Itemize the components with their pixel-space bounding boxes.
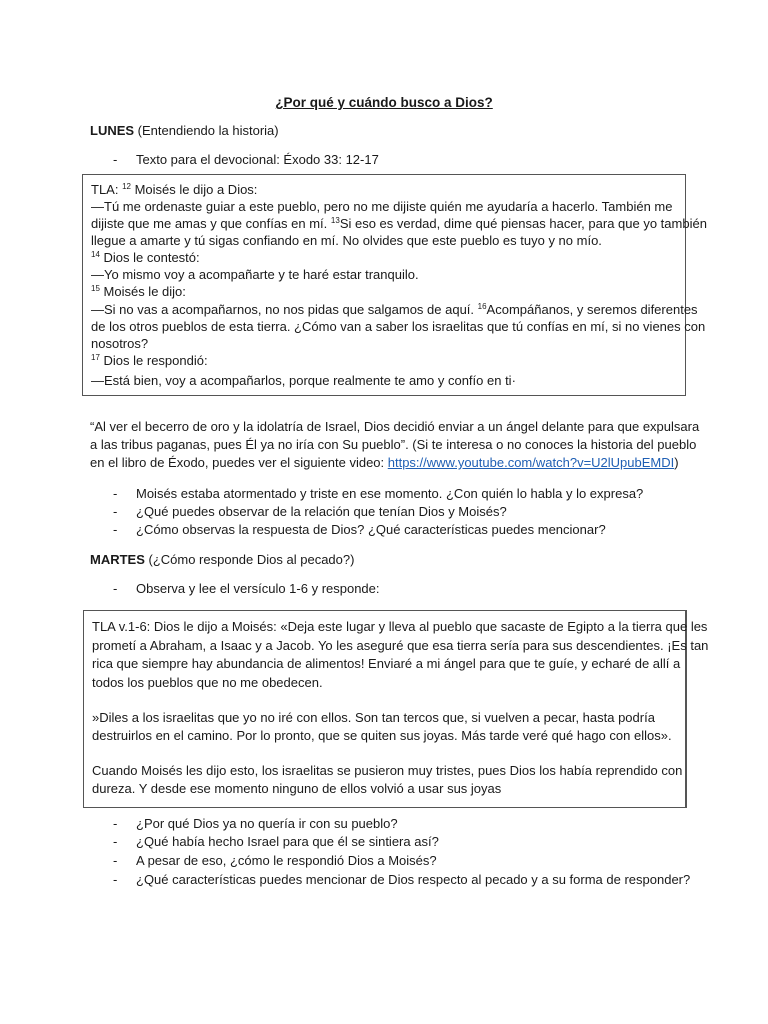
question-text: ¿Qué puedes observar de la relación que tenían Dios y Moisés? — [136, 504, 507, 519]
paragraph-line: “Al ver el becerro de oro y la idolatría de Israel, Dios decidió enviar a un ángel delante para que expulsara — [90, 419, 700, 434]
scripture-line: llegue a amarte y tú sigas confiando en mí. No olvides que este pueblo es tuyo y no mío. — [91, 233, 602, 248]
question-text: ¿Cómo observas la respuesta de Dios? ¿Qué características puedes mencionar? — [136, 522, 606, 537]
section-label-martes: MARTES — [90, 552, 145, 567]
scripture-line: rica que siempre hay abundancia de alimentos! Enviaré a mi ángel para que te guíe, y echaré de allí a — [92, 656, 681, 671]
paragraph-line: en el libro de Éxodo, puedes ver el siguiente video: https://www.youtube.com/watch?v=U2lUpubEMDI) — [90, 455, 679, 470]
scripture-line: Cuando Moisés les dijo esto, los israelitas se pusieron muy tristes, pues Dios los había reprendido con — [92, 763, 683, 778]
bullet-dash: - — [113, 152, 118, 167]
list-item: - A pesar de eso, ¿cómo le respondió Dios a Moisés? — [113, 853, 437, 868]
scripture-line: —Está bien, voy a acompañarlos, porque realmente te amo y confío en ti· — [91, 373, 516, 388]
section-label-lunes: LUNES — [90, 123, 135, 138]
list-item: - ¿Cómo observas la respuesta de Dios? ¿Qué características puedes mencionar? — [113, 522, 606, 537]
list-item: - ¿Qué características puedes mencionar de Dios respecto al pecado y a su forma de responder? — [113, 872, 691, 887]
youtube-video-link[interactable]: https://www.youtube.com/watch?v=U2lUpubEMDI — [387, 455, 675, 470]
question-text: ¿Qué había hecho Israel para que él se sintiera así? — [136, 834, 439, 849]
list-item: - Observa y lee el versículo 1-6 y responde: — [113, 581, 380, 596]
list-item: - ¿Qué había hecho Israel para que él se sintiera así? — [113, 834, 439, 849]
scripture-line: $^{15}$ Moisés le dijo: — [91, 284, 186, 299]
scripture-line: todos los pueblos que no me obedecen. — [92, 675, 323, 690]
question-text: ¿Qué características puedes mencionar de Dios respecto al pecado y a su forma de responder? — [136, 872, 691, 887]
scripture-line: —Yo mismo voy a acompañarte y te haré estar tranquilo. — [91, 267, 419, 282]
scripture-line: de los otros pueblos de esta tierra. ¿Cómo van a saber los israelitas que tú confías en mí, si no vienes con — [91, 319, 706, 334]
scripture-line: $^{14}$ Dios le contestó: — [91, 250, 200, 265]
list-item: - Moisés estaba atormentado y triste en ese momento. ¿Con quién lo habla y lo expresa? — [113, 486, 644, 501]
scripture-line: $^{17}$ Dios le respondió: — [91, 353, 208, 368]
scripture-line: dijiste que me amas y que confías en mí. $^{13}$Si eso es verdad, dime qué piensas hacer, para que yo también — [91, 216, 707, 231]
scripture-line: nosotros? — [91, 336, 149, 351]
bullet-text: Observa y lee el versículo 1-6 y responde: — [136, 581, 380, 596]
scripture-line: destruirlos en el camino. Por lo pronto, que se quiten sus joyas. Más tarde veré qué hago con ellos». — [92, 728, 672, 743]
page-title: ¿Por qué y cuándo busco a Dios? — [275, 95, 493, 110]
section-heading-martes — [90, 551, 354, 568]
question-text: A pesar de eso, ¿cómo le respondió Dios a Moisés? — [136, 853, 437, 868]
section-subtitle-lunes: (Entendiendo la historia) — [134, 123, 279, 138]
section-subtitle-martes: (¿Cómo responde Dios al pecado?) — [144, 552, 355, 567]
scripture-line: —Tú me ordenaste guiar a este pueblo, pero no me dijiste quién me ayudaría a hacerlo. También me — [91, 199, 673, 214]
question-text: ¿Por qué Dios ya no quería ir con su pueblo? — [136, 816, 398, 831]
list-item — [113, 151, 379, 168]
scripture-line: —Si no vas a acompañarnos, no nos pidas que salgamos de aquí. $^{16}$Acompáñanos, y seremos diferentes — [91, 302, 698, 317]
scripture-line: dureza. Y desde ese momento ninguno de ellos volvió a usar sus joyas — [92, 781, 502, 796]
section-heading-lunes — [90, 122, 279, 139]
scripture-line: »Diles a los israelitas que yo no iré con ellos. Son tan tercos que, si vuelven a pecar, hasta podría — [92, 710, 655, 725]
scripture-line: TLA: $^{12}$ Moisés le dijo a Dios: — [91, 182, 258, 197]
list-item: - ¿Por qué Dios ya no quería ir con su pueblo? — [113, 816, 398, 831]
scripture-box-exodo-1-6 — [83, 610, 709, 808]
scripture-line: prometí a Abraham, a Isaac y a Jacob. Yo les aseguré que esa tierra sería para sus descendientes. ¡Es tan — [92, 638, 709, 653]
bullet-text: Texto para el devocional: Éxodo 33: 12-17 — [136, 152, 379, 167]
paragraph-line: a las tribus paganas, pues Él ya no iría con Su pueblo”. (Si te interesa o no conoces la historia del pueblo — [90, 437, 697, 452]
scripture-box-exodo-12-17 — [82, 174, 707, 396]
list-item: - ¿Qué puedes observar de la relación que tenían Dios y Moisés? — [113, 504, 507, 519]
question-text: Moisés estaba atormentado y triste en ese momento. ¿Con quién lo habla y lo expresa? — [136, 486, 644, 501]
scripture-line: TLA v.1-6: Dios le dijo a Moisés: «Deja este lugar y lleva al pueblo que sacaste de Egipto a la tierra que les — [92, 619, 708, 634]
